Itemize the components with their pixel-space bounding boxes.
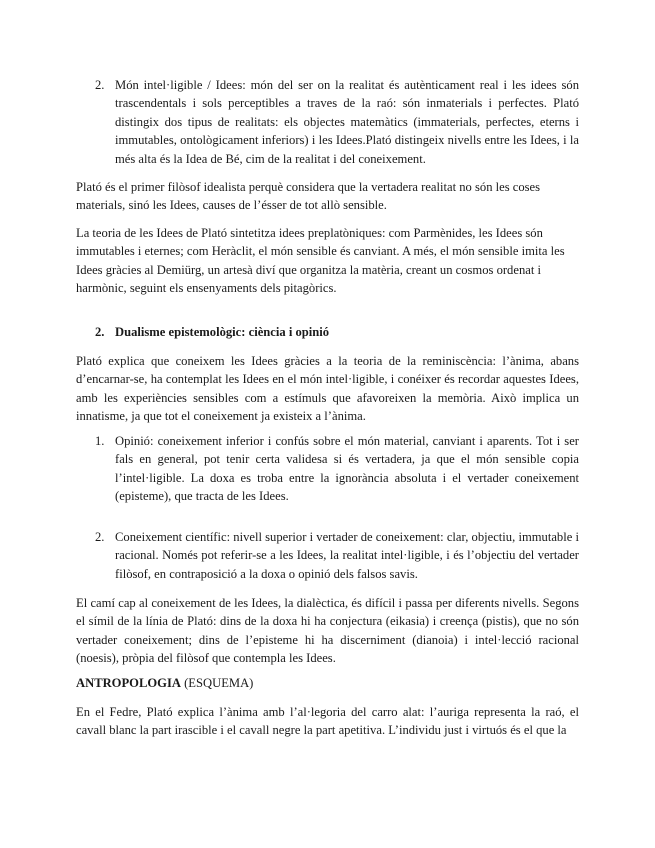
list-item-text: Opinió: coneixement inferior i confús sobre el món material, canviant i aparents. Tot i ser fals en general, pot tenir certa validesa si és vertadera, ja que el món sensible copia l’intel·ligible. La doxa es troba entre la ignorància absoluta i el vertader coneixement (episteme), que tracta de les Idees. (115, 434, 579, 504)
antropologia-suffix: (ESQUEMA) (180, 676, 254, 690)
list-number: 2. (95, 78, 105, 92)
paragraph-cami: El camí cap al coneixement de les Idees, la dialèctica, és difícil i passa per diferents nivells. Segons el símil de la línia de Plató: dins de la doxa hi ha conjectura (eikasia) i creença (pistis), que no són vertader coneixement; dins de l’episteme hi ha discerniment (dianoia) i intel·lecció racional (noesis), pròpia del filòsof que contempla les Idees. (76, 596, 579, 666)
section-heading: Dualisme epistemològic: ciència i opinió (115, 325, 330, 339)
list-number: 2. (95, 530, 105, 544)
list-item (95, 432, 579, 506)
paragraph-reminiscencia: Plató explica que coneixem les Idees gràcies a la teoria de la reminiscència: l’ànima, abans d’encarnar-se, ha contemplat les Idees en el món intel·ligible, i conéixer és recordar aquestes Idees, amb les experiències sensibles com a estímuls que afavoreixen la memòria. Això implica un innatisme, ja que tot el coneixement ja existeix a l’ànima. (76, 354, 579, 424)
paragraph-idealista: Plató és el primer filòsof idealista perquè considera que la vertadera realitat no són les coses materials, sinó les Idees, causes de l’ésser de tot allò sensible. (76, 180, 541, 213)
list-item-text: Món intel·ligible / Idees: món del ser on la realitat és autènticament real i les idees són trascendentals i sols perceptibles a traves de la raó: són inmaterials i perfectes. Plató distingix dos tipus de realitats: els objectes matemàtics (immaterials, perfectes, eterns i immutables, ontològicament inferiors) i les Idees.Plató distingeix nivells entre les Idees, i la més alta és la Idea de Bé, cim de la realitat i del coneixement. (115, 78, 579, 166)
list-number: 1. (95, 434, 105, 448)
section-number: 2. (95, 325, 105, 339)
list-item-text: Coneixement científic: nivell superior i vertader de coneixement: clar, objectiu, immutable i racional. Només pot referir-se a les Idees, la realitat intel·ligible, i és l’objectiu del vertader filòsof, en contraposició a la doxa o opinió dels falsos savis. (115, 530, 579, 581)
list-item (95, 76, 579, 168)
antropologia-title: ANTROPOLOGIA (76, 676, 181, 690)
paragraph-fedre: En el Fedre, Plató explica l’ànima amb l’al·legoria del carro alat: l’auriga representa la raó, el cavall blanc la part irascible i el cavall negre la part apetitiva. L’individu just i virtuós és el que la (76, 705, 579, 738)
list-item (95, 528, 579, 583)
antropologia-heading (76, 674, 579, 692)
paragraph-teoria: La teoria de les Idees de Plató sintetitza idees preplatòniques: com Parmènides, les Idees són immutables i eternes; com Heràclit, el món sensible és canviant. A més, el món sensible imita les Idees gràcies al Demiürg, un artesà diví que organitza la matèria, creant un cosmos ordenat i harmònic, seguint els ensenyaments dels pitagòrics. (76, 226, 565, 296)
